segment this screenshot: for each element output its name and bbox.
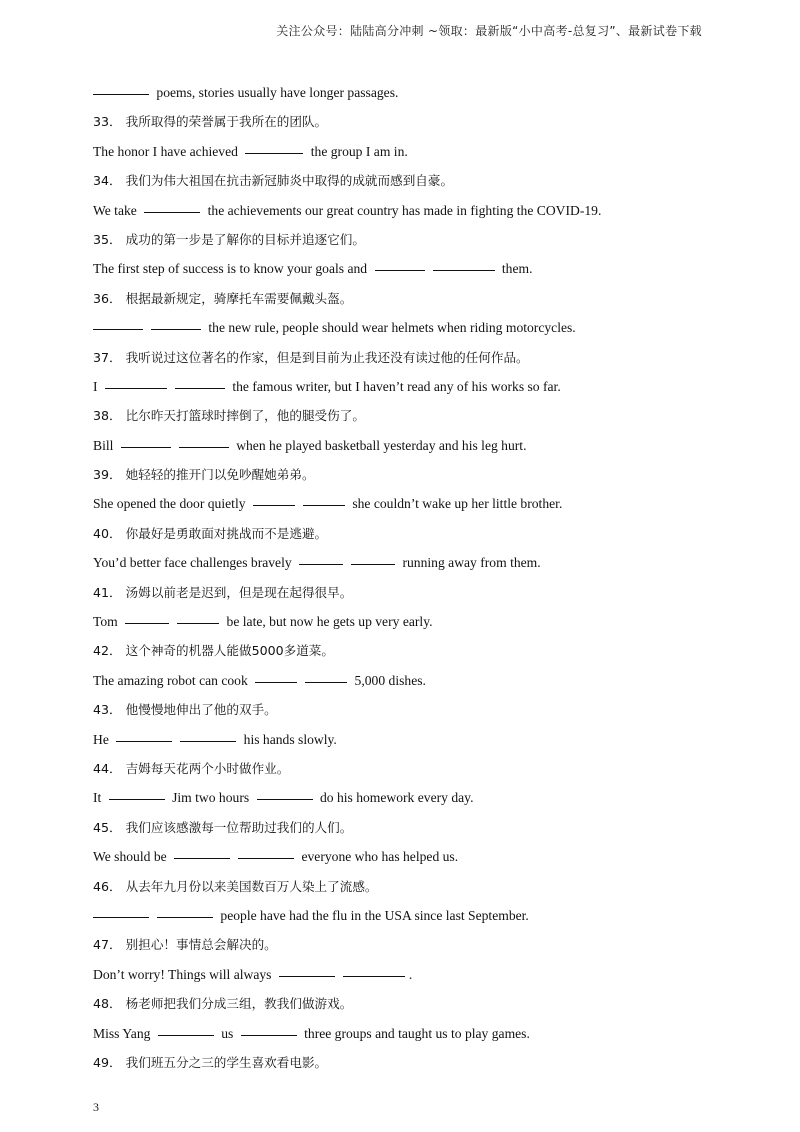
question-chinese-prompt xyxy=(93,284,733,313)
answer-blank[interactable] xyxy=(151,328,201,330)
question-number: 48． xyxy=(93,996,122,1012)
chinese-sentence: 从去年九月份以来美国数百万人染上了流感。 xyxy=(125,878,378,894)
page-number: 3 xyxy=(93,1100,99,1114)
question-chinese-prompt xyxy=(93,989,733,1018)
question-number: 39． xyxy=(93,467,122,483)
answer-blank[interactable] xyxy=(144,211,200,213)
sentence-text: We take xyxy=(93,202,141,218)
chinese-sentence: 他慢慢地伸出了他的双手。 xyxy=(125,702,277,718)
sentence-text: when he played basketball yesterday and his leg hurt. xyxy=(232,437,527,453)
sentence-text: We should be xyxy=(93,849,171,865)
english-sentence-with-blanks xyxy=(93,196,733,225)
english-sentence-with-blanks xyxy=(93,901,733,930)
answer-blank[interactable] xyxy=(109,798,165,800)
answer-blank[interactable] xyxy=(351,563,395,565)
answer-blank[interactable] xyxy=(241,1034,297,1036)
question-number: 42． xyxy=(93,643,122,659)
sentence-text: Jim two hours xyxy=(168,790,253,806)
sentence-text: people have had the flu in the USA since last September. xyxy=(217,907,529,923)
question-number: 47． xyxy=(93,937,122,953)
answer-blank[interactable] xyxy=(158,1034,214,1036)
chinese-sentence: 吉姆每天花两个小时做作业。 xyxy=(125,760,290,776)
chinese-sentence: 我所取得的荣誉属于我所在的团队。 xyxy=(125,114,328,130)
question-chinese-prompt xyxy=(93,872,733,901)
answer-blank[interactable] xyxy=(105,387,167,389)
question-chinese-prompt xyxy=(93,695,733,724)
sentence-text: I xyxy=(93,378,101,394)
page-header: 关注公众号：陆陆高分冲刺 ~领取：最新版“小中高考-总复习”、最新试卷下载 xyxy=(276,24,702,38)
question-number: 34． xyxy=(93,173,122,189)
question-chinese-prompt xyxy=(93,225,733,254)
answer-blank[interactable] xyxy=(245,152,303,154)
answer-blank[interactable] xyxy=(299,563,343,565)
english-sentence-with-blanks xyxy=(93,372,733,401)
chinese-sentence: 我们为伟大祖国在抗击新冠肺炎中取得的成就而感到自豪。 xyxy=(125,173,454,189)
sentence-text: The amazing robot can cook xyxy=(93,672,252,688)
answer-blank[interactable] xyxy=(175,387,225,389)
question-number: 46． xyxy=(93,878,122,894)
answer-blank[interactable] xyxy=(343,975,405,977)
answer-blank[interactable] xyxy=(375,269,425,271)
english-sentence-with-blanks xyxy=(93,607,733,636)
sentence-text: the group I am in. xyxy=(307,143,408,159)
chinese-sentence: 我听说过这位著名的作家，但是到目前为止我还没有读过他的任何作品。 xyxy=(125,349,529,365)
sentence-text: You’d better face challenges bravely xyxy=(93,555,296,571)
question-number: 40． xyxy=(93,525,122,541)
question-number: 33． xyxy=(93,114,122,130)
english-sentence-with-blanks xyxy=(93,489,733,518)
answer-blank[interactable] xyxy=(257,798,313,800)
sentence-text: his hands slowly. xyxy=(240,731,337,747)
sentence-text: Tom xyxy=(93,614,122,630)
question-number: 36． xyxy=(93,290,122,306)
answer-blank[interactable] xyxy=(174,857,230,859)
sentence-text: us xyxy=(217,1025,237,1041)
english-sentence-with-blanks xyxy=(93,137,733,166)
sentence-text: running away from them. xyxy=(399,555,541,571)
chinese-sentence: 我们应该感激每一位帮助过我们的人们。 xyxy=(125,819,353,835)
sentence-text: the new rule, people should wear helmets when riding motorcycles. xyxy=(205,320,576,336)
chinese-sentence: 汤姆以前老是迟到，但是现在起得很早。 xyxy=(125,584,353,600)
sentence-text: poems, stories usually have longer passages. xyxy=(153,85,399,100)
chinese-sentence: 这个神奇的机器人能做5000多道菜。 xyxy=(125,643,334,659)
exercise-list xyxy=(93,78,733,1077)
answer-blank[interactable] xyxy=(180,740,236,742)
question-chinese-prompt xyxy=(93,813,733,842)
sentence-text: she couldn’t wake up her little brother. xyxy=(348,496,563,512)
question-chinese-prompt xyxy=(93,636,733,665)
question-chinese-prompt xyxy=(93,460,733,489)
chinese-sentence: 别担心！事情总会解决的。 xyxy=(125,937,277,953)
english-sentence-with-blanks xyxy=(93,1019,733,1048)
english-sentence-with-blanks xyxy=(93,783,733,812)
answer-blank[interactable] xyxy=(433,269,495,271)
sentence-text: do his homework every day. xyxy=(316,790,474,806)
sentence-text: three groups and taught us to play games. xyxy=(300,1025,530,1041)
english-sentence-with-blanks xyxy=(93,960,733,989)
sentence-text: . xyxy=(408,966,413,982)
question-number: 44． xyxy=(93,760,122,776)
sentence-text: It xyxy=(93,790,105,806)
question-number: 38． xyxy=(93,408,122,424)
sentence-text: the famous writer, but I haven’t read any of his works so far. xyxy=(228,378,561,394)
sentence-text: The first step of success is to know your goals and xyxy=(93,261,371,277)
sentence-text: be late, but now he gets up very early. xyxy=(223,614,433,630)
answer-blank[interactable] xyxy=(116,740,172,742)
chinese-sentence: 她轻轻的推开门以免吵醒她弟弟。 xyxy=(125,467,315,483)
english-sentence-with-blanks xyxy=(93,78,733,107)
answer-blank[interactable] xyxy=(279,975,335,977)
answer-blank[interactable] xyxy=(121,446,171,448)
answer-blank[interactable] xyxy=(93,93,149,95)
english-sentence-with-blanks xyxy=(93,313,733,342)
english-sentence-with-blanks xyxy=(93,842,733,871)
answer-blank[interactable] xyxy=(303,504,345,506)
sentence-text: everyone who has helped us. xyxy=(298,849,459,865)
question-chinese-prompt xyxy=(93,1048,733,1077)
answer-blank[interactable] xyxy=(253,504,295,506)
answer-blank[interactable] xyxy=(179,446,229,448)
chinese-sentence: 根据最新规定，骑摩托车需要佩戴头盔。 xyxy=(125,290,353,306)
answer-blank[interactable] xyxy=(177,622,219,624)
sentence-text: The honor I have achieved xyxy=(93,143,242,159)
answer-blank[interactable] xyxy=(305,681,347,683)
answer-blank[interactable] xyxy=(125,622,169,624)
question-chinese-prompt xyxy=(93,343,733,372)
question-number: 49． xyxy=(93,1054,122,1070)
question-number: 41． xyxy=(93,584,122,600)
english-sentence-with-blanks xyxy=(93,431,733,460)
question-number: 35． xyxy=(93,231,122,247)
answer-blank[interactable] xyxy=(157,916,213,918)
sentence-text: She opened the door quietly xyxy=(93,496,249,512)
question-number: 43． xyxy=(93,702,122,718)
question-number: 37． xyxy=(93,349,122,365)
english-sentence-with-blanks xyxy=(93,548,733,577)
english-sentence-with-blanks xyxy=(93,666,733,695)
question-chinese-prompt xyxy=(93,754,733,783)
sentence-text: them. xyxy=(498,261,533,277)
chinese-sentence: 杨老师把我们分成三组，教我们做游戏。 xyxy=(125,996,353,1012)
sentence-text: He xyxy=(93,731,113,747)
question-chinese-prompt xyxy=(93,519,733,548)
answer-blank[interactable] xyxy=(238,857,294,859)
sentence-text: Bill xyxy=(93,437,117,453)
chinese-sentence: 成功的第一步是了解你的目标并追逐它们。 xyxy=(125,231,365,247)
chinese-sentence: 你最好是勇敢面对挑战而不是逃避。 xyxy=(125,525,328,541)
sentence-text: Don’t worry! Things will always xyxy=(93,966,275,982)
sentence-text: 5,000 dishes. xyxy=(351,672,426,688)
english-sentence-with-blanks xyxy=(93,725,733,754)
question-chinese-prompt xyxy=(93,578,733,607)
question-chinese-prompt xyxy=(93,166,733,195)
chinese-sentence: 我们班五分之三的学生喜欢看电影。 xyxy=(125,1054,328,1070)
chinese-sentence: 比尔昨天打篮球时摔倒了，他的腿受伤了。 xyxy=(125,408,365,424)
answer-blank[interactable] xyxy=(255,681,297,683)
answer-blank[interactable] xyxy=(93,916,149,918)
sentence-text: Miss Yang xyxy=(93,1025,154,1041)
sentence-text: the achievements our great country has made in fighting the COVID-19. xyxy=(204,202,602,218)
question-number: 45． xyxy=(93,819,122,835)
answer-blank[interactable] xyxy=(93,328,143,330)
question-chinese-prompt xyxy=(93,107,733,136)
english-sentence-with-blanks xyxy=(93,254,733,283)
question-chinese-prompt xyxy=(93,930,733,959)
question-chinese-prompt xyxy=(93,401,733,430)
